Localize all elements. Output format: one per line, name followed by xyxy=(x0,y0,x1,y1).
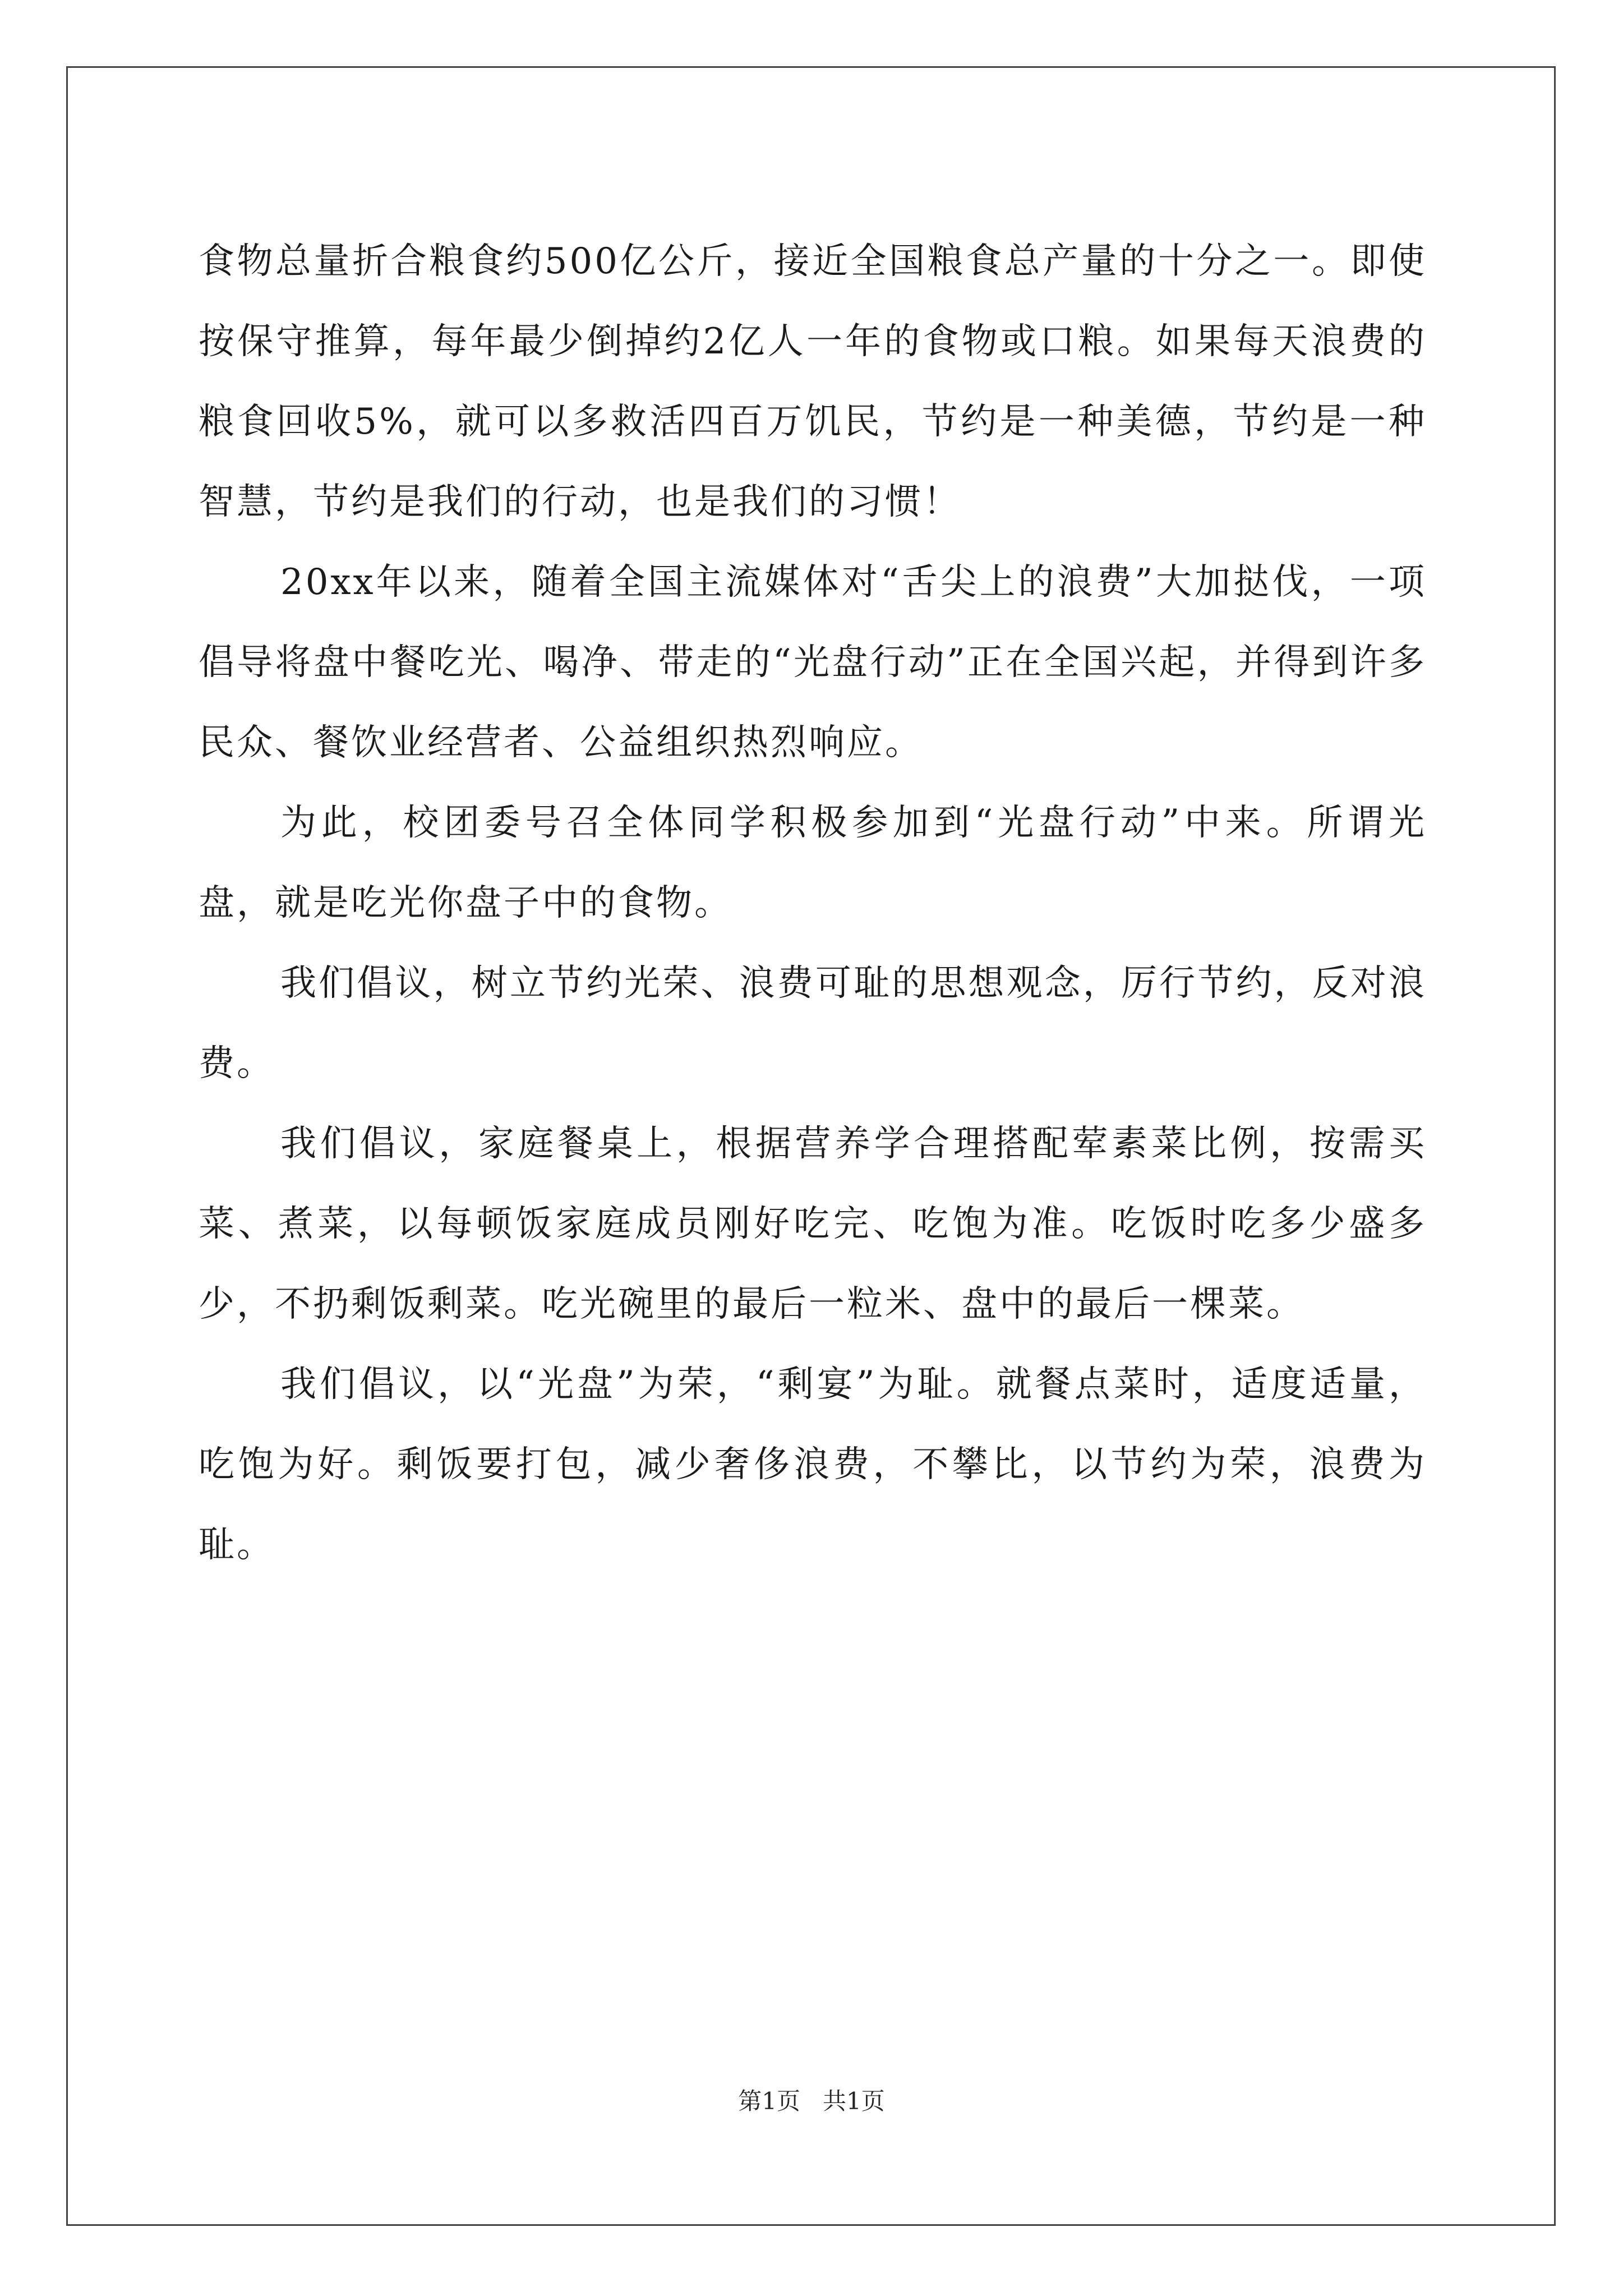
paragraph-1: 食物总量折合粮食约500亿公斤，接近全国粮食总产量的十分之一。即使按保守推算，每年最少倒掉约2亿人一年的食物或口粮。如果每天浪费的粮食回收5%，就可以多救活四百万饥民，节约是一种美德，节约是一种智慧，节约是我们的行动，也是我们的习惯！ xyxy=(199,241,1427,523)
page-total: 共1页 xyxy=(823,2087,885,2115)
page-number: 第1页 xyxy=(738,2087,800,2115)
paragraph-6: 我们倡议，以“光盘”为荣，“剩宴”为耻。就餐点菜时，适度适量，吃饱为好。剩饭要打包，减少奢侈浪费，不攀比，以节约为荣，浪费为耻。 xyxy=(199,1364,1427,1566)
paragraph-4: 我们倡议，树立节约光荣、浪费可耻的思想观念，厉行节约，反对浪费。 xyxy=(199,963,1427,1084)
paragraph-3: 为此，校团委号召全体同学积极参加到“光盘行动”中来。所谓光盘，就是吃光你盘子中的食物。 xyxy=(199,802,1427,924)
paragraph-2: 20xx年以来，随着全国主流媒体对“舌尖上的浪费”大加挞伐，一项倡导将盘中餐吃光、喝净、带走的“光盘行动”正在全国兴起，并得到许多民众、餐饮业经营者、公益组织热烈响应。 xyxy=(199,562,1427,763)
paragraph-5: 我们倡议，家庭餐桌上，根据营养学合理搭配荤素菜比例，按需买菜、煮菜，以每顿饭家庭成员刚好吃完、吃饱为准。吃饭时吃多少盛多少，不扔剩饭剩菜。吃光碗里的最后一粒米、盘中的最后一棵菜。 xyxy=(199,1123,1427,1325)
document-body xyxy=(199,222,1427,1585)
page-footer xyxy=(0,2086,1623,2117)
